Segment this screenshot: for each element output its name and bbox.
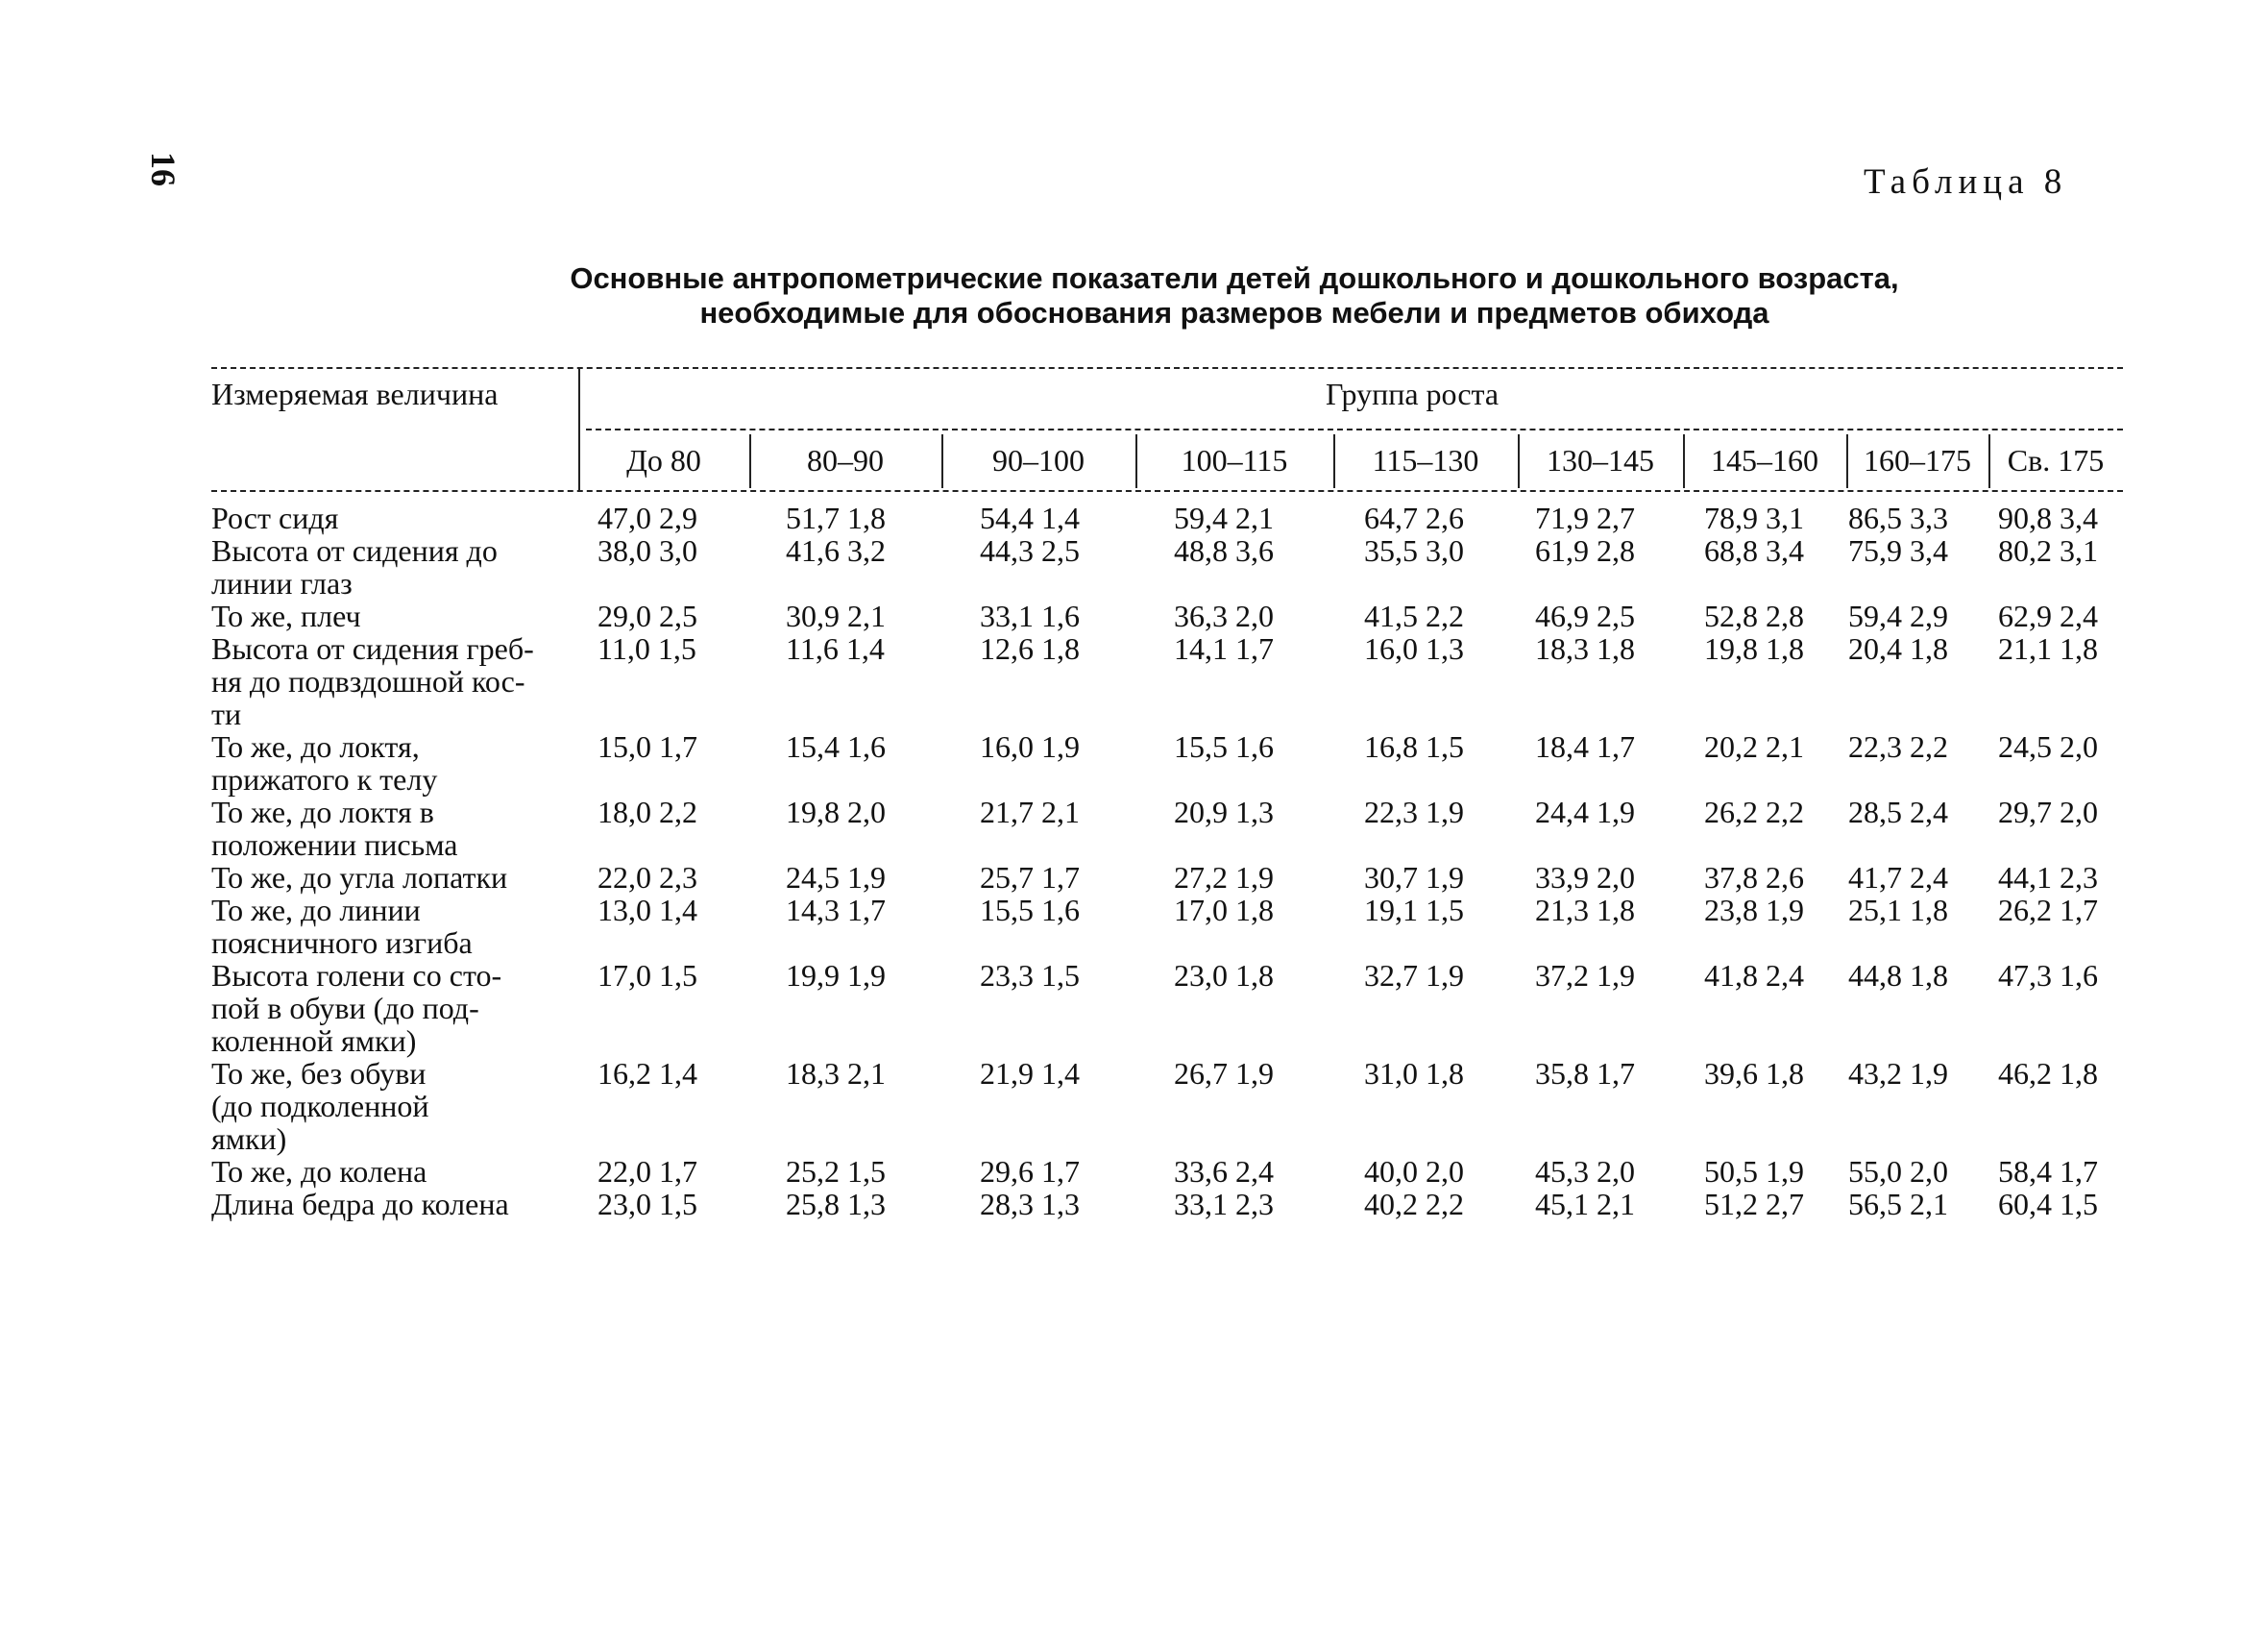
measured-header: Измеряемая величина [211, 377, 499, 411]
table-cell: 86,5 3,3 [1848, 501, 1948, 535]
table-cell: 16,8 1,5 [1364, 729, 1464, 764]
row-label-line: ти [211, 697, 242, 731]
column-divider [1846, 434, 1848, 488]
table-title [192, 261, 2268, 331]
table-cell: 31,0 1,8 [1364, 1056, 1464, 1091]
table-cell: 17,0 1,8 [1174, 893, 1274, 927]
column-header: 160–175 [1864, 442, 1971, 478]
table-cell: 40,2 2,2 [1364, 1187, 1464, 1221]
row-label-line: То же, до локтя, [211, 729, 420, 764]
table-cell: 36,3 2,0 [1174, 599, 1274, 633]
table-cell: 25,1 1,8 [1848, 893, 1948, 927]
table-cell: 30,7 1,9 [1364, 860, 1464, 895]
table-cell: 22,0 1,7 [597, 1154, 697, 1189]
table-cell: 23,0 1,8 [1174, 958, 1274, 993]
table-cell: 24,4 1,9 [1535, 795, 1635, 829]
row-label-line: Рост сидя [211, 501, 339, 535]
column-header: 80–90 [807, 442, 884, 478]
table-cell: 18,3 1,8 [1535, 631, 1635, 666]
table-cell: 22,0 2,3 [597, 860, 697, 895]
table-cell: 32,7 1,9 [1364, 958, 1464, 993]
table-cell: 20,4 1,8 [1848, 631, 1948, 666]
table-cell: 23,0 1,5 [597, 1187, 697, 1221]
table-cell: 35,5 3,0 [1364, 533, 1464, 568]
table-cell: 46,2 1,8 [1998, 1056, 2098, 1091]
row-label [211, 502, 586, 534]
table-cell: 41,7 2,4 [1848, 860, 1948, 895]
table-cell: 26,7 1,9 [1174, 1056, 1274, 1091]
table-cell: 16,0 1,3 [1364, 631, 1464, 666]
title-line-1: Основные антропометрические показатели детей дошкольного и дошкольного возраста, [570, 261, 1899, 295]
table-cell: 37,2 1,9 [1535, 958, 1635, 993]
table-cell: 80,2 3,1 [1998, 533, 2098, 568]
table-cell: 55,0 2,0 [1848, 1154, 1948, 1189]
column-header: До 80 [626, 442, 701, 478]
table-cell: 11,0 1,5 [597, 631, 696, 666]
row-label [211, 894, 586, 959]
row-label [211, 1155, 586, 1188]
table-cell: 28,3 1,3 [980, 1187, 1080, 1221]
row-label-line: То же, до локтя в [211, 795, 434, 829]
row-label-line: То же, без обуви [211, 1056, 427, 1091]
group-rule [586, 429, 2123, 430]
table-cell: 19,8 2,0 [786, 795, 886, 829]
table-cell: 58,4 1,7 [1998, 1154, 2098, 1189]
table-cell: 23,8 1,9 [1704, 893, 1804, 927]
row-label [211, 730, 586, 796]
column-header: 145–160 [1711, 442, 1818, 478]
table-cell: 14,1 1,7 [1174, 631, 1274, 666]
table-cell: 19,1 1,5 [1364, 893, 1464, 927]
table-cell: 16,2 1,4 [597, 1056, 697, 1091]
table-cell: 78,9 3,1 [1704, 501, 1804, 535]
table-cell: 15,4 1,6 [786, 729, 886, 764]
table-cell: 40,0 2,0 [1364, 1154, 1464, 1189]
table-cell: 29,7 2,0 [1998, 795, 2098, 829]
table-cell: 14,3 1,7 [786, 893, 886, 927]
row-label [211, 861, 586, 894]
column-divider [1988, 434, 1990, 488]
table-cell: 75,9 3,4 [1848, 533, 1948, 568]
page-number: 16 [144, 152, 183, 186]
table-cell: 41,5 2,2 [1364, 599, 1464, 633]
table-cell: 48,8 3,6 [1174, 533, 1274, 568]
table-cell: 13,0 1,4 [597, 893, 697, 927]
table-cell: 30,9 2,1 [786, 599, 886, 633]
row-label [211, 632, 586, 730]
row-label-line: прижатого к телу [211, 762, 438, 797]
table-cell: 47,3 1,6 [1998, 958, 2098, 993]
table-cell: 18,0 2,2 [597, 795, 697, 829]
table-cell: 52,8 2,8 [1704, 599, 1804, 633]
table-cell: 18,3 2,1 [786, 1056, 886, 1091]
table-cell: 41,6 3,2 [786, 533, 886, 568]
table-cell: 33,9 2,0 [1535, 860, 1635, 895]
column-divider [1333, 434, 1335, 488]
table-cell: 38,0 3,0 [597, 533, 697, 568]
row-label-line: поясничного изгиба [211, 925, 473, 960]
table-cell: 56,5 2,1 [1848, 1187, 1948, 1221]
column-divider [749, 434, 751, 488]
table-cell: 43,2 1,9 [1848, 1056, 1948, 1091]
table-cell: 15,5 1,6 [1174, 729, 1274, 764]
row-label-line: пой в обуви (до под- [211, 991, 479, 1025]
row-label-line: линии глаз [211, 566, 353, 601]
column-header: 100–115 [1181, 442, 1288, 478]
table-cell: 54,4 1,4 [980, 501, 1080, 535]
row-label-line: Высота от сидения до [211, 533, 498, 568]
table-cell: 33,1 1,6 [980, 599, 1080, 633]
table-cell: 50,5 1,9 [1704, 1154, 1804, 1189]
table-cell: 21,9 1,4 [980, 1056, 1080, 1091]
table-cell: 11,6 1,4 [786, 631, 885, 666]
table-cell: 90,8 3,4 [1998, 501, 2098, 535]
row-label-line: (до подколенной [211, 1089, 429, 1123]
table-cell: 46,9 2,5 [1535, 599, 1635, 633]
table-cell: 22,3 2,2 [1848, 729, 1948, 764]
row-label-line: ня до подвздошной кос- [211, 664, 525, 699]
row-label [211, 959, 586, 1057]
table-cell: 71,9 2,7 [1535, 501, 1635, 535]
column-header: 90–100 [992, 442, 1085, 478]
table-cell: 47,0 2,9 [597, 501, 697, 535]
header-bottom-rule [211, 490, 2123, 492]
table-cell: 23,3 1,5 [980, 958, 1080, 993]
row-label-line: Длина бедра до колена [211, 1187, 509, 1221]
table-cell: 26,2 1,7 [1998, 893, 2098, 927]
table-cell: 44,1 2,3 [1998, 860, 2098, 895]
table-cell: 24,5 2,0 [1998, 729, 2098, 764]
column-divider [1135, 434, 1137, 488]
row-label [211, 1188, 586, 1220]
table-cell: 21,7 2,1 [980, 795, 1080, 829]
table-cell: 29,6 1,7 [980, 1154, 1080, 1189]
table-cell: 59,4 2,9 [1848, 599, 1948, 633]
column-divider [1518, 434, 1520, 488]
table-cell: 20,9 1,3 [1174, 795, 1274, 829]
table-cell: 20,2 2,1 [1704, 729, 1804, 764]
table-cell: 33,1 2,3 [1174, 1187, 1274, 1221]
row-label [211, 1057, 586, 1155]
table-cell: 16,0 1,9 [980, 729, 1080, 764]
table-cell: 15,0 1,7 [597, 729, 697, 764]
table-cell: 68,8 3,4 [1704, 533, 1804, 568]
table-cell: 60,4 1,5 [1998, 1187, 2098, 1221]
table-cell: 37,8 2,6 [1704, 860, 1804, 895]
row-label-line: коленной ямки) [211, 1023, 417, 1058]
table-cell: 45,3 2,0 [1535, 1154, 1635, 1189]
table-cell: 51,2 2,7 [1704, 1187, 1804, 1221]
row-label [211, 796, 586, 861]
column-header: 115–130 [1372, 442, 1479, 478]
column-header: 130–145 [1547, 442, 1654, 478]
row-label [211, 600, 586, 632]
group-header: Группа роста [1326, 377, 1500, 411]
table-cell: 19,8 1,8 [1704, 631, 1804, 666]
row-label [211, 534, 586, 600]
row-label-line: То же, до угла лопатки [211, 860, 508, 895]
table-label: Таблица 8 [1864, 162, 2068, 202]
table-cell: 35,8 1,7 [1535, 1056, 1635, 1091]
column-divider [941, 434, 943, 488]
row-label-line: То же, до линии [211, 893, 421, 927]
title-line-2: необходимые для обоснования размеров мебели и предметов обихода [699, 296, 1769, 330]
table-cell: 25,2 1,5 [786, 1154, 886, 1189]
row-label-line: ямки) [211, 1121, 287, 1156]
table-cell: 22,3 1,9 [1364, 795, 1464, 829]
table-cell: 61,9 2,8 [1535, 533, 1635, 568]
table-cell: 25,8 1,3 [786, 1187, 886, 1221]
table-cell: 62,9 2,4 [1998, 599, 2098, 633]
row-label-line: То же, плеч [211, 599, 361, 633]
row-label-line: То же, до колена [211, 1154, 427, 1189]
table-cell: 51,7 1,8 [786, 501, 886, 535]
table-cell: 18,4 1,7 [1535, 729, 1635, 764]
table-cell: 59,4 2,1 [1174, 501, 1274, 535]
column-header: Св. 175 [2007, 442, 2105, 478]
table-cell: 33,6 2,4 [1174, 1154, 1274, 1189]
table-cell: 29,0 2,5 [597, 599, 697, 633]
table-cell: 64,7 2,6 [1364, 501, 1464, 535]
table-cell: 39,6 1,8 [1704, 1056, 1804, 1091]
table-cell: 44,3 2,5 [980, 533, 1080, 568]
table-cell: 26,2 2,2 [1704, 795, 1804, 829]
table-cell: 27,2 1,9 [1174, 860, 1274, 895]
row-label-line: положении письма [211, 827, 458, 862]
table-cell: 19,9 1,9 [786, 958, 886, 993]
table-cell: 28,5 2,4 [1848, 795, 1948, 829]
table-cell: 15,5 1,6 [980, 893, 1080, 927]
table-cell: 25,7 1,7 [980, 860, 1080, 895]
table-cell: 21,3 1,8 [1535, 893, 1635, 927]
row-label-line: Высота от сидения греб- [211, 631, 534, 666]
table-cell: 12,6 1,8 [980, 631, 1080, 666]
table-cell: 44,8 1,8 [1848, 958, 1948, 993]
table-cell: 21,1 1,8 [1998, 631, 2098, 666]
table-cell: 45,1 2,1 [1535, 1187, 1635, 1221]
row-label-line: Высота голени со сто- [211, 958, 502, 993]
table-cell: 24,5 1,9 [786, 860, 886, 895]
table-cell: 17,0 1,5 [597, 958, 697, 993]
table-cell: 41,8 2,4 [1704, 958, 1804, 993]
header-top-rule [211, 367, 2123, 369]
column-divider [1683, 434, 1685, 488]
